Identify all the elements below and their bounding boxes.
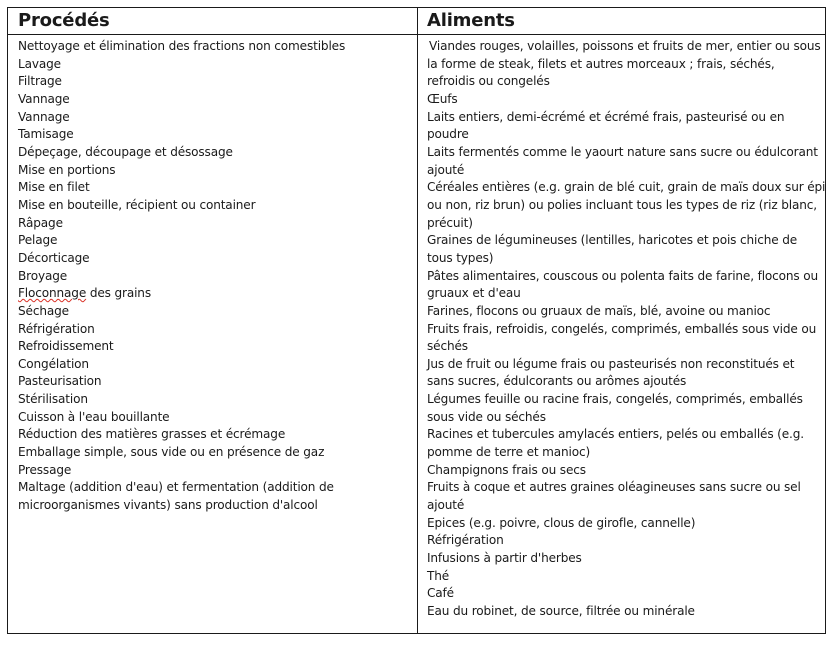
procede-item: Vannage <box>18 91 70 106</box>
aliment-item: précuit) <box>427 215 473 230</box>
procede-item: Séchage <box>18 303 69 318</box>
aliment-item: sous vide ou séchés <box>427 409 546 424</box>
procede-item: Maltage (addition d'eau) et fermentation (addition de <box>18 480 334 495</box>
procede-item: Stérilisation <box>18 392 88 407</box>
aliment-item: tous types) <box>427 250 494 265</box>
procede-item: Mise en filet <box>18 180 90 195</box>
aliment-item: séchés <box>427 339 468 354</box>
header-procedes: Procédés <box>18 10 110 31</box>
aliment-item: Viandes rouges, volailles, poissons et fruits de mer, entier ou sous <box>429 39 821 53</box>
aliments-column <box>427 38 826 621</box>
procede-item-rest: des grains <box>86 286 151 301</box>
procede-item: Cuisson à l'eau bouillante <box>18 409 170 424</box>
aliment-item: Pâtes alimentaires, couscous ou polenta faits de farine, flocons ou <box>427 268 819 283</box>
column-divider <box>417 8 418 633</box>
aliment-item: Fruits à coque et autres graines oléagineuses sans sucre ou sel <box>427 480 801 495</box>
aliment-item: refroidis ou congelés <box>427 74 550 89</box>
procede-item: Mise en portions <box>18 162 116 177</box>
procede-item: Réduction des matières grasses et écrémage <box>18 427 286 442</box>
procede-item: Râpage <box>18 215 63 230</box>
aliment-item: Thé <box>427 568 450 583</box>
procede-item: Tamisage <box>18 127 74 142</box>
aliment-item: Jus de fruit ou légume frais ou pasteurisés non reconstitués et <box>427 356 795 371</box>
aliment-item: Café <box>427 586 454 601</box>
aliment-item: poudre <box>427 127 469 142</box>
aliment-item: Laits fermentés comme le yaourt nature sans sucre ou édulcorant <box>427 144 818 159</box>
header-aliments: Aliments <box>427 10 515 31</box>
aliment-item: Laits entiers, demi-écrémé et écrémé frais, pasteurisé ou en <box>427 109 785 124</box>
procedes-column <box>18 38 413 515</box>
aliment-item: Farines, flocons ou gruaux de maïs, blé, avoine ou manioc <box>427 303 771 318</box>
aliment-item: Fruits frais, refroidis, congelés, comprimés, emballés sous vide ou <box>427 321 817 336</box>
procede-item: Décorticage <box>18 250 90 265</box>
aliment-item: Légumes feuille ou racine frais, congelés, comprimés, emballés <box>427 392 803 407</box>
procede-item: Broyage <box>18 268 68 283</box>
aliment-item: Infusions à partir d'herbes <box>427 551 582 566</box>
procede-item: Emballage simple, sous vide ou en présence de gaz <box>18 445 325 460</box>
aliment-item: Céréales entières (e.g. grain de blé cuit, grain de maïs doux sur épi <box>427 180 826 195</box>
procede-item: Nettoyage et élimination des fractions non comestibles <box>18 39 346 53</box>
aliment-item: sans sucres, édulcorants ou arômes ajoutés <box>427 374 687 389</box>
procede-item: Congélation <box>18 356 89 371</box>
procede-item: Vannage <box>18 109 70 124</box>
procede-item <box>18 285 413 303</box>
aliment-item: Champignons frais ou secs <box>427 462 586 477</box>
aliment-item: gruaux et d'eau <box>427 286 521 301</box>
procede-item: Lavage <box>18 56 61 71</box>
procede-item: Dépeçage, découpage et désossage <box>18 144 233 159</box>
procede-item: Réfrigération <box>18 321 95 336</box>
procede-item: microorganismes vivants) sans production d'alcool <box>18 498 318 513</box>
aliment-item: ajouté <box>427 162 465 177</box>
processing-table <box>7 7 826 634</box>
aliment-item: Eau du robinet, de source, filtrée ou minérale <box>427 604 695 618</box>
procede-item: Mise en bouteille, récipient ou container <box>18 197 256 212</box>
aliment-item: Epices (e.g. poivre, clous de girofle, cannelle) <box>427 515 696 530</box>
aliment-item: Graines de légumineuses (lentilles, haricotes et pois chiche de <box>427 233 798 248</box>
procede-item: Pressage <box>18 462 72 477</box>
procede-item: Pelage <box>18 233 58 248</box>
aliment-item: Réfrigération <box>427 533 504 548</box>
aliment-item: ou non, riz brun) ou polies incluant tous les types de riz (riz blanc, <box>427 197 817 212</box>
aliment-item: Œufs <box>427 91 458 106</box>
procede-item: Pasteurisation <box>18 374 102 389</box>
aliment-item: la forme de steak, filets et autres morceaux ; frais, séchés, <box>427 56 775 71</box>
aliment-item: pomme de terre et manioc) <box>427 445 591 460</box>
procede-item: Refroidissement <box>18 339 114 354</box>
spellcheck-word: Floconnage <box>18 286 87 301</box>
aliment-item: ajouté <box>427 498 465 513</box>
procede-item: Filtrage <box>18 74 62 89</box>
aliment-item: Racines et tubercules amylacés entiers, pelés ou emballés (e.g. <box>427 427 804 442</box>
